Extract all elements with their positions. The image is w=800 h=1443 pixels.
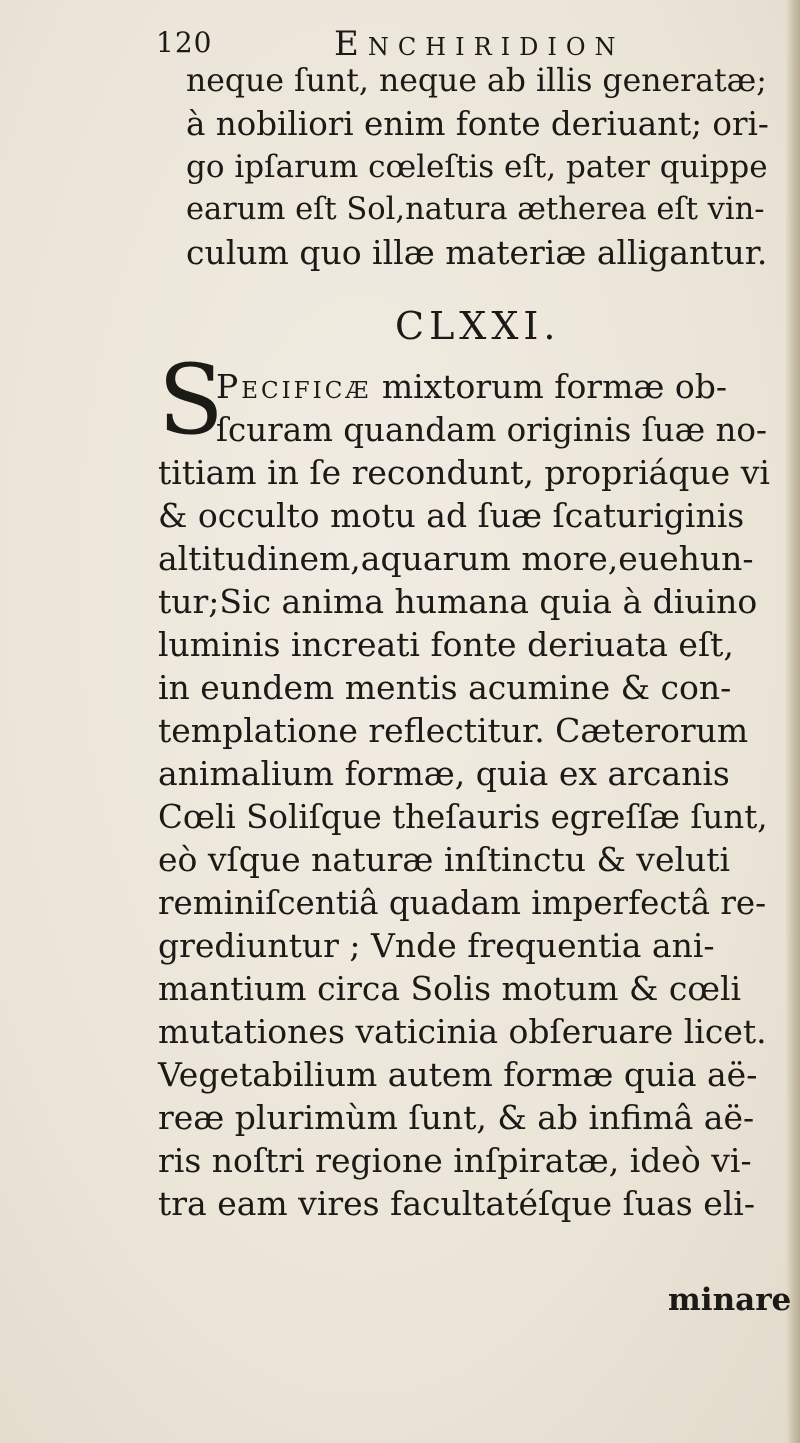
text-line: tra eam vires facultatéſque ſuas eli- <box>158 1184 755 1223</box>
text-line: Vegetabilium autem formæ quia aë- <box>158 1055 758 1094</box>
text-line: eò vſque naturæ inſtinctu & veluti <box>158 840 731 879</box>
text-line: ſcuram quandam originis ſuæ no- <box>216 411 767 449</box>
text-line: & occulto motu ad ſuæ ſcaturiginis <box>158 496 745 535</box>
text-line: Cœli Soliſque theſauris egreſſæ ſunt, <box>158 798 768 836</box>
text-line: mutationes vaticinia obſeruare licet. <box>158 1012 767 1051</box>
text-line: reæ plurimùm ſunt, & ab infimâ aë- <box>158 1098 755 1137</box>
text-line: ris noſtri regione inſpiratæ, ideò vi- <box>158 1141 752 1180</box>
section-opening-line <box>216 366 727 408</box>
text-line: grediuntur ; Vnde frequentia ani- <box>158 926 715 965</box>
text-line: luminis increati fonte deriuata eſt, <box>158 625 734 664</box>
page-number: 120 <box>156 26 213 59</box>
text-line: reminiſcentiâ quadam imperfectâ re- <box>158 884 767 922</box>
catchword: minare <box>668 1282 792 1318</box>
text-line: à nobiliori enim fonte deriuant; ori- <box>186 105 769 143</box>
text-line: earum eſt Sol,natura ætherea eſt vin- <box>186 192 765 227</box>
text-line: templatione reflectitur. Cæterorum <box>158 711 749 750</box>
running-title: Enchiridion <box>334 24 625 64</box>
text-line: neque ſunt, neque ab illis generatæ; <box>186 63 767 99</box>
text-line: altitudinem,aquarum more,euehun- <box>158 539 754 578</box>
text-line: titiam in ſe recondunt, propriáque vi <box>158 453 770 492</box>
opening-rest: mixtorum formæ ob- <box>371 367 728 406</box>
page-edge <box>786 0 800 1443</box>
opening-smallcaps: Pecificæ <box>216 367 372 406</box>
text-line: go ipſarum cœleſtis eſt, pater quippe <box>186 149 768 185</box>
text-line: tur;Sic anima humana quia à diuino <box>158 582 758 621</box>
drop-cap: S <box>158 344 224 456</box>
text-line: in eundem mentis acumine & con- <box>158 668 732 707</box>
text-line: animalium formæ, quia ex arcanis <box>158 754 730 793</box>
text-line: culum quo illæ materiæ alligantur. <box>186 233 768 272</box>
text-line: mantium circa Solis motum & cœli <box>158 969 742 1008</box>
section-number: CLXXI. <box>395 304 561 348</box>
